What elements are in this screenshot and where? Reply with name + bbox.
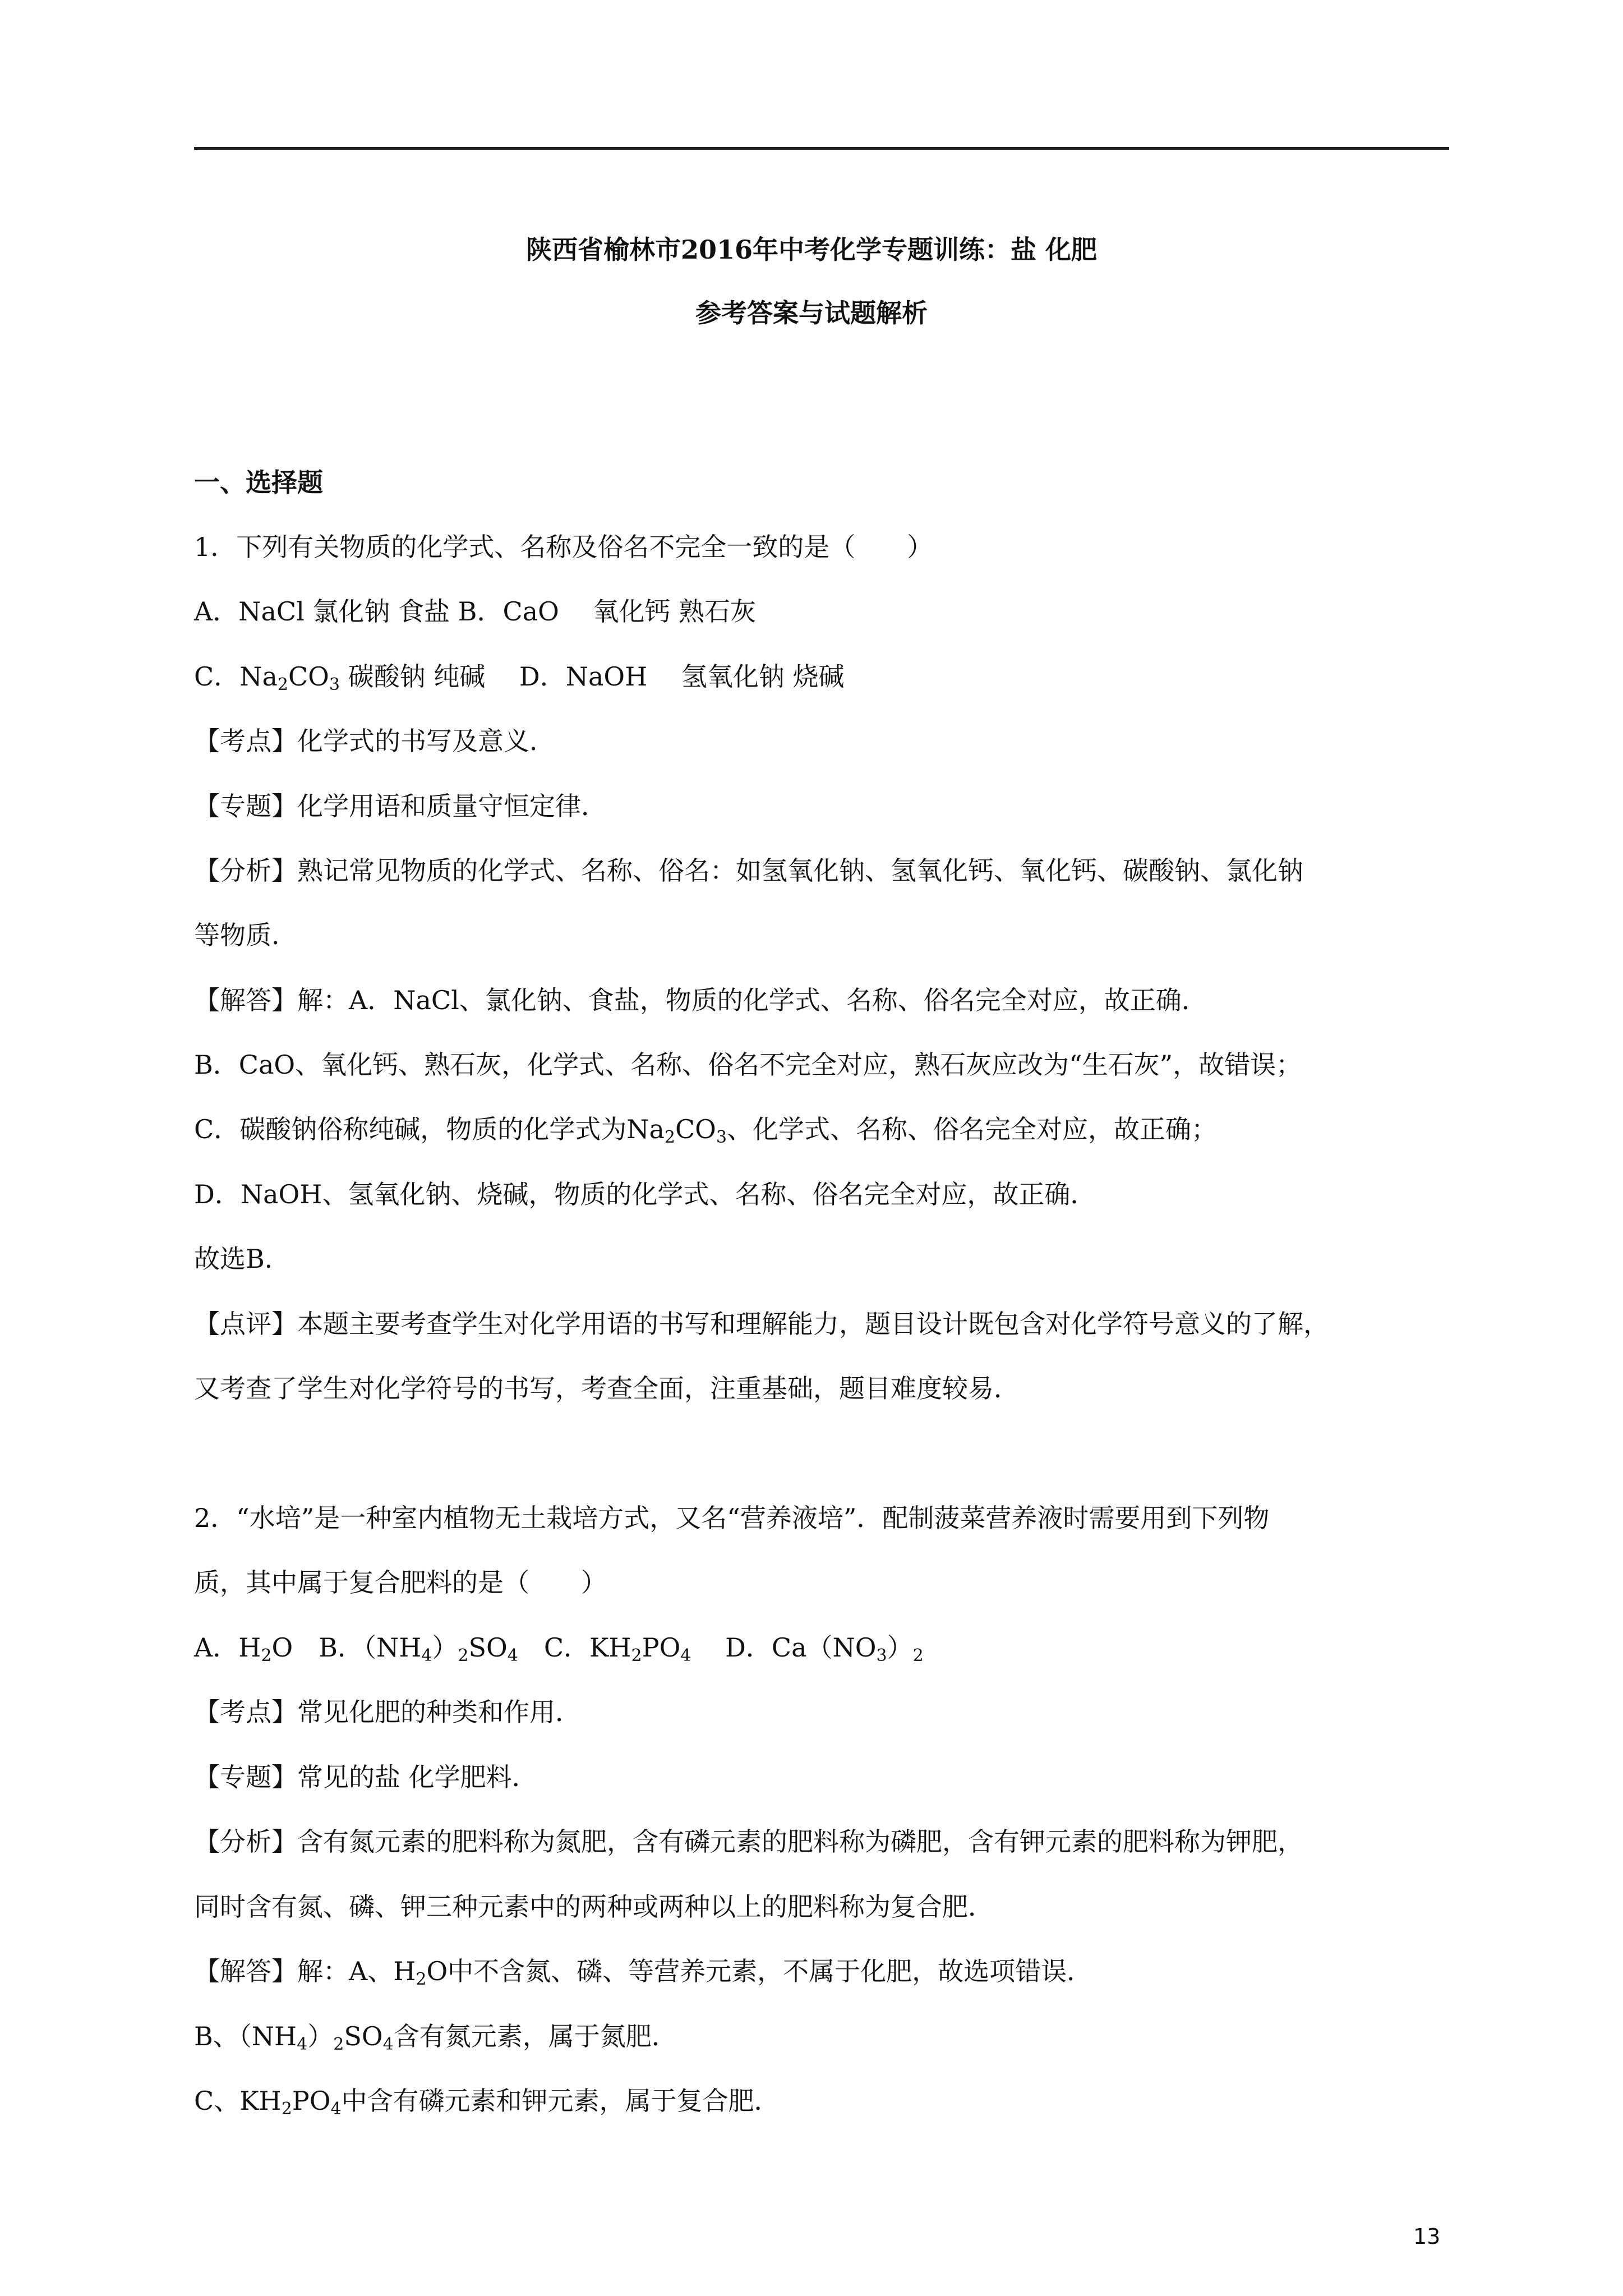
- q2-stem-2: 质，其中属于复合肥料的是（ ）: [194, 1567, 607, 1598]
- q1-jieda-b: B．CaO、氧化钙、熟石灰，化学式、名称、俗名不完全对应，熟石灰应改为“生石灰”，故错误；: [194, 1050, 1302, 1080]
- document-title: 陕西省榆林市2016年中考化学专题训练：盐 化肥: [525, 234, 1098, 265]
- q1-dianping-1: 【点评】本题主要考查学生对化学用语的书写和理解能力，题目设计既包含对化学符号意义的了解，: [194, 1309, 1329, 1339]
- q2-zhuanti: 【专题】常见的盐 化学肥料．: [194, 1762, 538, 1792]
- q1-options-ab: A．NaCl 氯化钠 食盐 B．CaO 氧化钙 熟石灰: [194, 596, 757, 627]
- header-rule: [194, 147, 1449, 150]
- q2-options: A．$H_2O$ B．$(NH_4)_2SO_4$ C．$KH_2PO_4$ D．$Ca(NO_3)_2$: [194, 1632, 924, 1665]
- q1-options-cd: C．$Na_2CO_3$ 碳酸钠 纯碱 D．NaOH 氢氧化钠 烧碱: [194, 661, 845, 694]
- q2-jieda-c: C、$KH_2PO_4$中含有磷元素和钾元素，属于复合肥．: [194, 2086, 780, 2119]
- q1-kaodian: 【考点】化学式的书写及意义．: [194, 726, 555, 756]
- q1-dianping-2: 又考查了学生对化学符号的书写，考查全面，注重基础，题目难度较易．: [194, 1373, 1020, 1404]
- document-subtitle: 参考答案与试题解析: [695, 298, 928, 328]
- q1-fenxi-1: 【分析】熟记常见物质的化学式、名称、俗名：如氢氧化钠、氢氧化钙、氧化钙、碳酸钠、氯化钠: [194, 855, 1303, 886]
- q2-kaodian: 【考点】常见化肥的种类和作用．: [194, 1697, 581, 1727]
- q2-jieda-a: 【解答】解：A、$H_2O$中不含氮、磷、等营养元素，不属于化肥，故选项错误．: [194, 1956, 1093, 1989]
- q2-stem-1: 2．“水培”是一种室内植物无土栽培方式，又名“营养液培”．配制菠菜营养液时需要用到下列物: [194, 1503, 1270, 1533]
- q1-fenxi-2: 等物质．: [194, 920, 297, 950]
- q2-fenxi-2: 同时含有氮、磷、钾三种元素中的两种或两种以上的肥料称为复合肥．: [194, 1892, 994, 1922]
- q1-jieda-d: D．NaOH、氢氧化钠、烧碱，物质的化学式、名称、俗名完全对应，故正确．: [194, 1179, 1096, 1209]
- q2-jieda-b: B、$(NH_4)_2SO_4$含有氮元素，属于氮肥．: [194, 2021, 677, 2054]
- q1-stem: 1．下列有关物质的化学式、名称及俗名不完全一致的是（ ）: [194, 532, 933, 562]
- page-number: 13: [1413, 2224, 1441, 2249]
- q1-jieda-c: C．碳酸钠俗称纯碱，物质的化学式为$Na_2CO_3$、化学式、名称、俗名完全对应，故正确；: [194, 1114, 1217, 1147]
- q1-jieda-a: 【解答】解：A．NaCl、氯化钠、食盐，物质的化学式、名称、俗名完全对应，故正确．: [194, 985, 1207, 1015]
- q2-fenxi-1: 【分析】含有氮元素的肥料称为氮肥，含有磷元素的肥料称为磷肥，含有钾元素的肥料称为钾肥，: [194, 1826, 1303, 1857]
- q1-answer: 故选B．: [194, 1244, 291, 1274]
- q1-zhuanti: 【专题】化学用语和质量守恒定律．: [194, 791, 607, 821]
- section-heading: 一、选择题: [194, 467, 323, 498]
